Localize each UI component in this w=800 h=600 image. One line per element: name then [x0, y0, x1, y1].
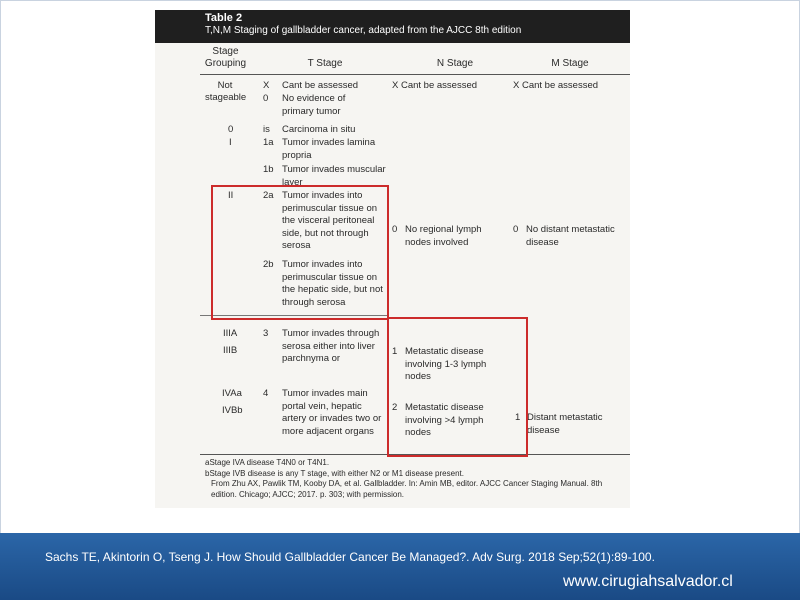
t-desc-x: Cant be assessed [282, 80, 359, 91]
n-desc-0: No regional lymph nodes involved [405, 224, 482, 248]
t-code-2a: 2a [263, 190, 274, 201]
highlight-box-n-stage [387, 317, 528, 457]
header-t-stage: T Stage [307, 58, 343, 69]
footnote-a: aStage IVA disease T4N0 or T4N1. [205, 458, 330, 467]
t-desc-1b: Tumor invades muscular layer [282, 164, 386, 188]
t-code-2b: 2b [263, 259, 274, 270]
n-stage-x: X Cant be assessed [392, 80, 478, 91]
m-stage-x: X Cant be assessed [513, 80, 599, 91]
header-stage-grouping: Stage Grouping [204, 46, 247, 69]
t-desc-2a: Tumor invades into perimuscular tissue on the visceral peritoneal side, but not through serosa [282, 190, 378, 251]
t-code-is: is [263, 124, 270, 135]
stage-iiia: IIIA [223, 328, 238, 339]
stage-ii: II [228, 190, 234, 201]
t-desc-3: Tumor invades through serosa either into liver parchnyma or [282, 328, 380, 364]
website-link[interactable]: www.cirugiahsalvador.cl [563, 573, 733, 590]
stage-iiib: IIIB [223, 345, 238, 356]
t-code-1b: 1b [263, 164, 274, 175]
n-code-1: 1 [392, 346, 398, 357]
footnote-source: From Zhu AX, Pawlik TM, Kooby DA, et al. Gallbladder. In: Amin MB, editor. AJCC Cancer Staging Manual. 8th edition. Chicago; AJCC; 2017. p. 303; with permission. [211, 479, 603, 499]
n-code-2: 2 [392, 402, 398, 413]
stage-0: 0 [228, 124, 234, 135]
m-desc-0: No distant metastatic disease [526, 224, 615, 248]
table-footnotes [205, 458, 625, 500]
stage-iva: IVAa [222, 388, 242, 399]
t-code-3: 3 [263, 328, 269, 339]
n-code-0: 0 [392, 224, 398, 235]
staging-table-image [155, 10, 630, 508]
t-desc-0: No evidence of primary tumor [282, 93, 346, 117]
header-n-stage: N Stage [436, 58, 474, 69]
t-desc-is: Carcinoma in situ [282, 124, 356, 135]
n-desc-2: Metastatic disease involving >4 lymph nodes [405, 402, 484, 438]
table-subtitle: T,N,M Staging of gallbladder cancer, adapted from the AJCC 8th edition [205, 25, 522, 36]
table-title-bar [155, 10, 630, 43]
header-divider [200, 74, 630, 75]
highlight-box-stage-ii [211, 185, 389, 320]
table-title: Table 2 [205, 12, 243, 24]
t-desc-1a: Tumor invades lamina propria [282, 137, 376, 161]
stage-ivb: IVBb [222, 405, 243, 416]
m-desc-1: Distant metastatic disease [527, 412, 603, 436]
footnote-b: bStage IVB disease is any T stage, with either N2 or M1 disease present. [205, 468, 464, 478]
stage-not-stageable: Not stageable [205, 80, 247, 103]
t-code-1a: 1a [263, 137, 274, 148]
citation-text: Sachs TE, Akintorin O, Tseng J. How Should Gallbladder Cancer Be Managed?. Adv Surg. 2018 Sep;52(1):89-100. [45, 550, 655, 564]
t-code-x: X [263, 80, 270, 91]
t-desc-4: Tumor invades main portal vein, hepatic artery or invades two or more adjacent organs [282, 388, 382, 437]
t-desc-2b: Tumor invades into perimuscular tissue on the hepatic side, but not through serosa [282, 259, 383, 308]
t-code-4: 4 [263, 388, 269, 399]
header-m-stage: M Stage [551, 58, 589, 69]
m-code-1: 1 [515, 412, 521, 423]
t-code-0: 0 [263, 93, 269, 104]
stage-i: I [229, 137, 232, 148]
m-code-0: 0 [513, 224, 519, 235]
n-desc-1: Metastatic disease involving 1-3 lymph nodes [405, 346, 487, 382]
